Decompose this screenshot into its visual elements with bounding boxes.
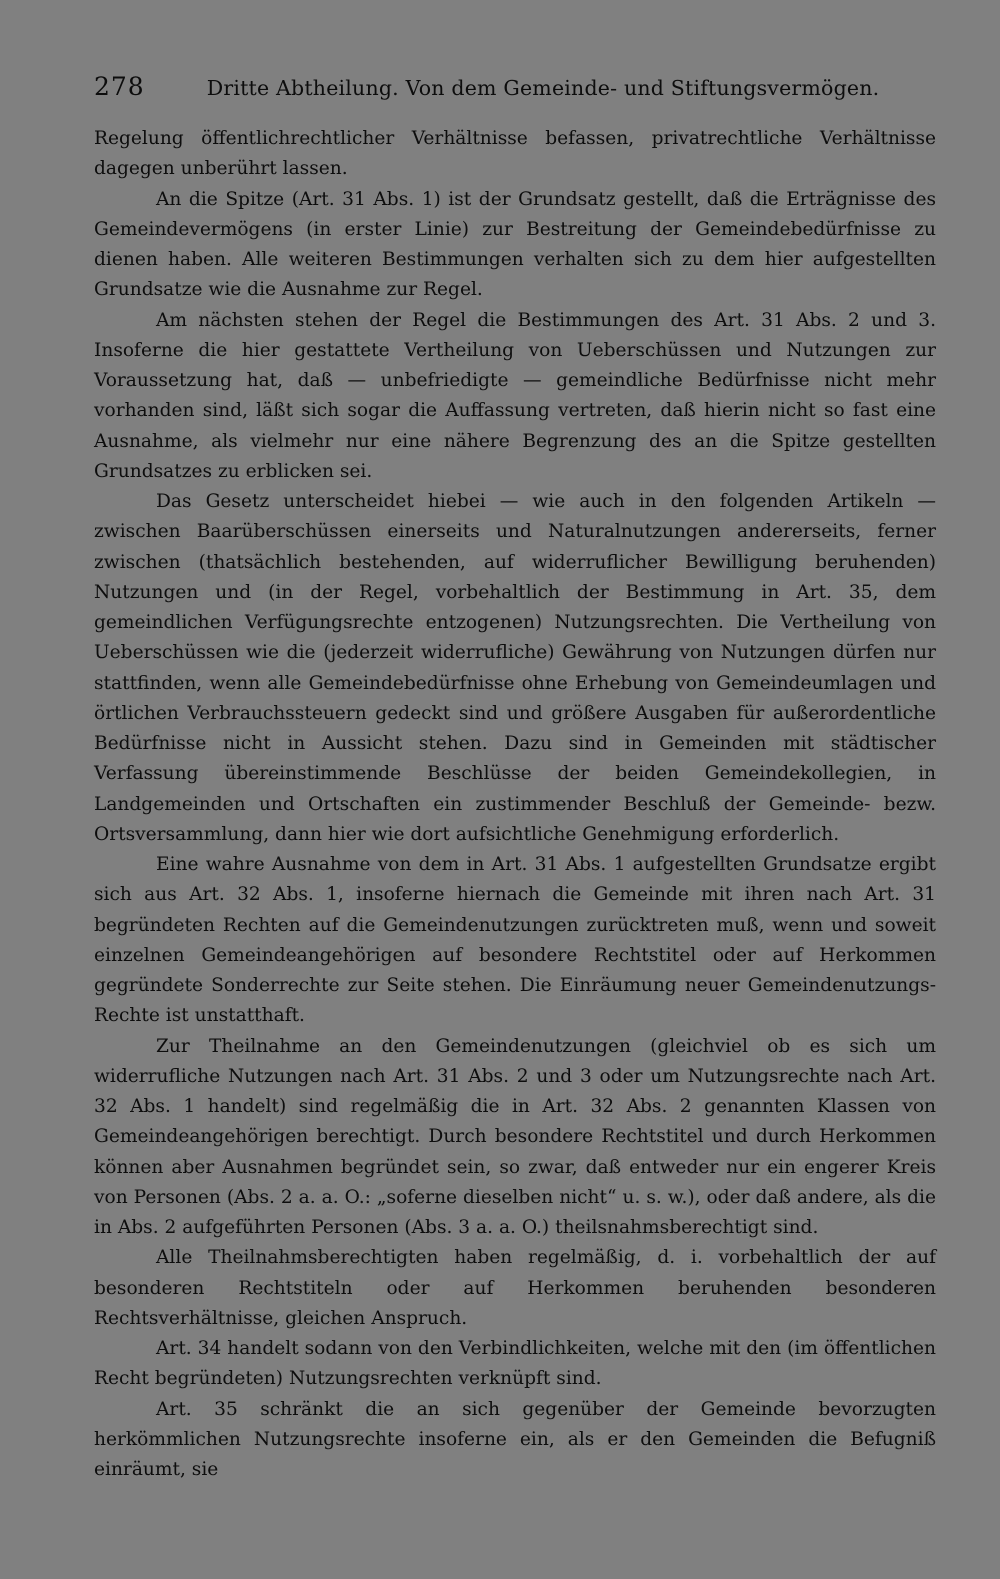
paragraph: Am nächsten stehen der Regel die Bestimmungen des Art. 31 Abs. 2 und 3. Insoferne die hier gestattete Vertheilung von Ueberschüssen und Nutzungen zur Voraussetzung hat, daß — unbefriedigte — gemeindliche Bedürfnisse nicht mehr vorhanden sind, läßt sich sogar die Auffassung vertreten, daß hierin nicht so fast eine Ausnahme, als vielmehr nur eine nähere Begrenzung des an die Spitze gestellten Grundsatzes zu erblicken sei. (94, 309, 936, 482)
paragraph: Regelung öffentlichrechtlicher Verhältnisse befassen, privatrechtliche Verhältnisse dagegen unberührt lassen. (94, 128, 936, 180)
running-head (94, 72, 936, 106)
paragraph: Alle Theilnahmsberechtigten haben regelmäßig, d. i. vorbehaltlich der auf besonderen Rechtstiteln oder auf Herkommen beruhenden besonderen Rechtsverhältnisse, gleichen Anspruch. (94, 1247, 936, 1329)
paragraph: An die Spitze (Art. 31 Abs. 1) ist der Grundsatz gestellt, daß die Erträgnisse des Gemeindevermögens (in erster Linie) zur Bestreitung der Gemeindebedürfnisse zu dienen haben. Alle weiteren Bestimmungen verhalten sich zu dem hier aufgestellten Grundsatze wie die Ausnahme zur Regel. (94, 188, 936, 301)
paragraph: Eine wahre Ausnahme von dem in Art. 31 Abs. 1 aufgestellten Grundsatze ergibt sich aus Art. 32 Abs. 1, insoferne hiernach die Gemeinde mit ihren nach Art. 31 begründeten Rechten auf die Gemeindenutzungen zurücktreten muß, wenn und soweit einzelnen Gemeindeangehörigen auf besondere Rechtstitel oder auf Herkommen gegründete Sonderrechte zur Seite stehen. Die Einräumung neuer Gemeindenutzungs-Rechte ist unstatthaft. (94, 854, 936, 1027)
running-head-title: Dritte Abtheilung. Von dem Gemeinde- und Stiftungsvermögen. (206, 76, 880, 100)
paragraph: Das Gesetz unterscheidet hiebei — wie auch in den folgenden Artikeln — zwischen Baarüberschüssen einerseits und Naturalnutzungen andererseits, ferner zwischen (thatsächlich bestehenden, auf widerruflicher Bewilligung beruhenden) Nutzungen und (in der Regel, vorbehaltlich der Bestimmung in Art. 35, dem gemeindlichen Verfügungsrechte entzogenen) Nutzungsrechten. Die Vertheilung von Ueberschüssen wie die (jederzeit widerrufliche) Gewährung von Nutzungen dürfen nur stattfinden, wenn alle Gemeindebedürfnisse ohne Erhebung von Gemeindeumlagen und örtlichen Verbrauchssteuern gedeckt sind und größere Ausgaben für außerordentliche Bedürfnisse nicht in Aussicht stehen. Dazu sind in Gemeinden mit städtischer Verfassung übereinstimmende Beschlüsse der beiden Gemeindekollegien, in Landgemeinden und Ortschaften ein zustimmender Beschluß der Gemeinde- bezw. Ortsversammlung, dann hier wie dort aufsichtliche Genehmigung erforderlich. (94, 491, 936, 845)
body-text (94, 124, 936, 1485)
paragraph: Zur Theilnahme an den Gemeindenutzungen (gleichviel ob es sich um widerrufliche Nutzungen nach Art. 31 Abs. 2 und 3 oder um Nutzungsrechte nach Art. 32 Abs. 1 handelt) sind regelmäßig die in Art. 32 Abs. 2 genannten Klassen von Gemeindeangehörigen berechtigt. Durch besondere Rechtstitel und durch Herkommen können aber Ausnahmen begründet sein, so zwar, daß entweder nur ein engerer Kreis von Personen (Abs. 2 a. a. O.: „soferne dieselben nicht“ u. s. w.), oder daß andere, als die in Abs. 2 aufgeführten Personen (Abs. 3 a. a. O.) theilsnahmsberechtigt sind. (94, 1035, 936, 1238)
paragraph: Art. 35 schränkt die an sich gegenüber der Gemeinde bevorzugten herkömmlichen Nutzungsrechte insoferne ein, als er den Gemeinden die Befugniß einräumt, sie (94, 1398, 936, 1480)
page-number: 278 (94, 72, 145, 101)
paragraph: Art. 34 handelt sodann von den Verbindlichkeiten, welche mit den (im öffentlichen Recht begründeten) Nutzungsrechten verknüpft sind. (94, 1338, 936, 1390)
